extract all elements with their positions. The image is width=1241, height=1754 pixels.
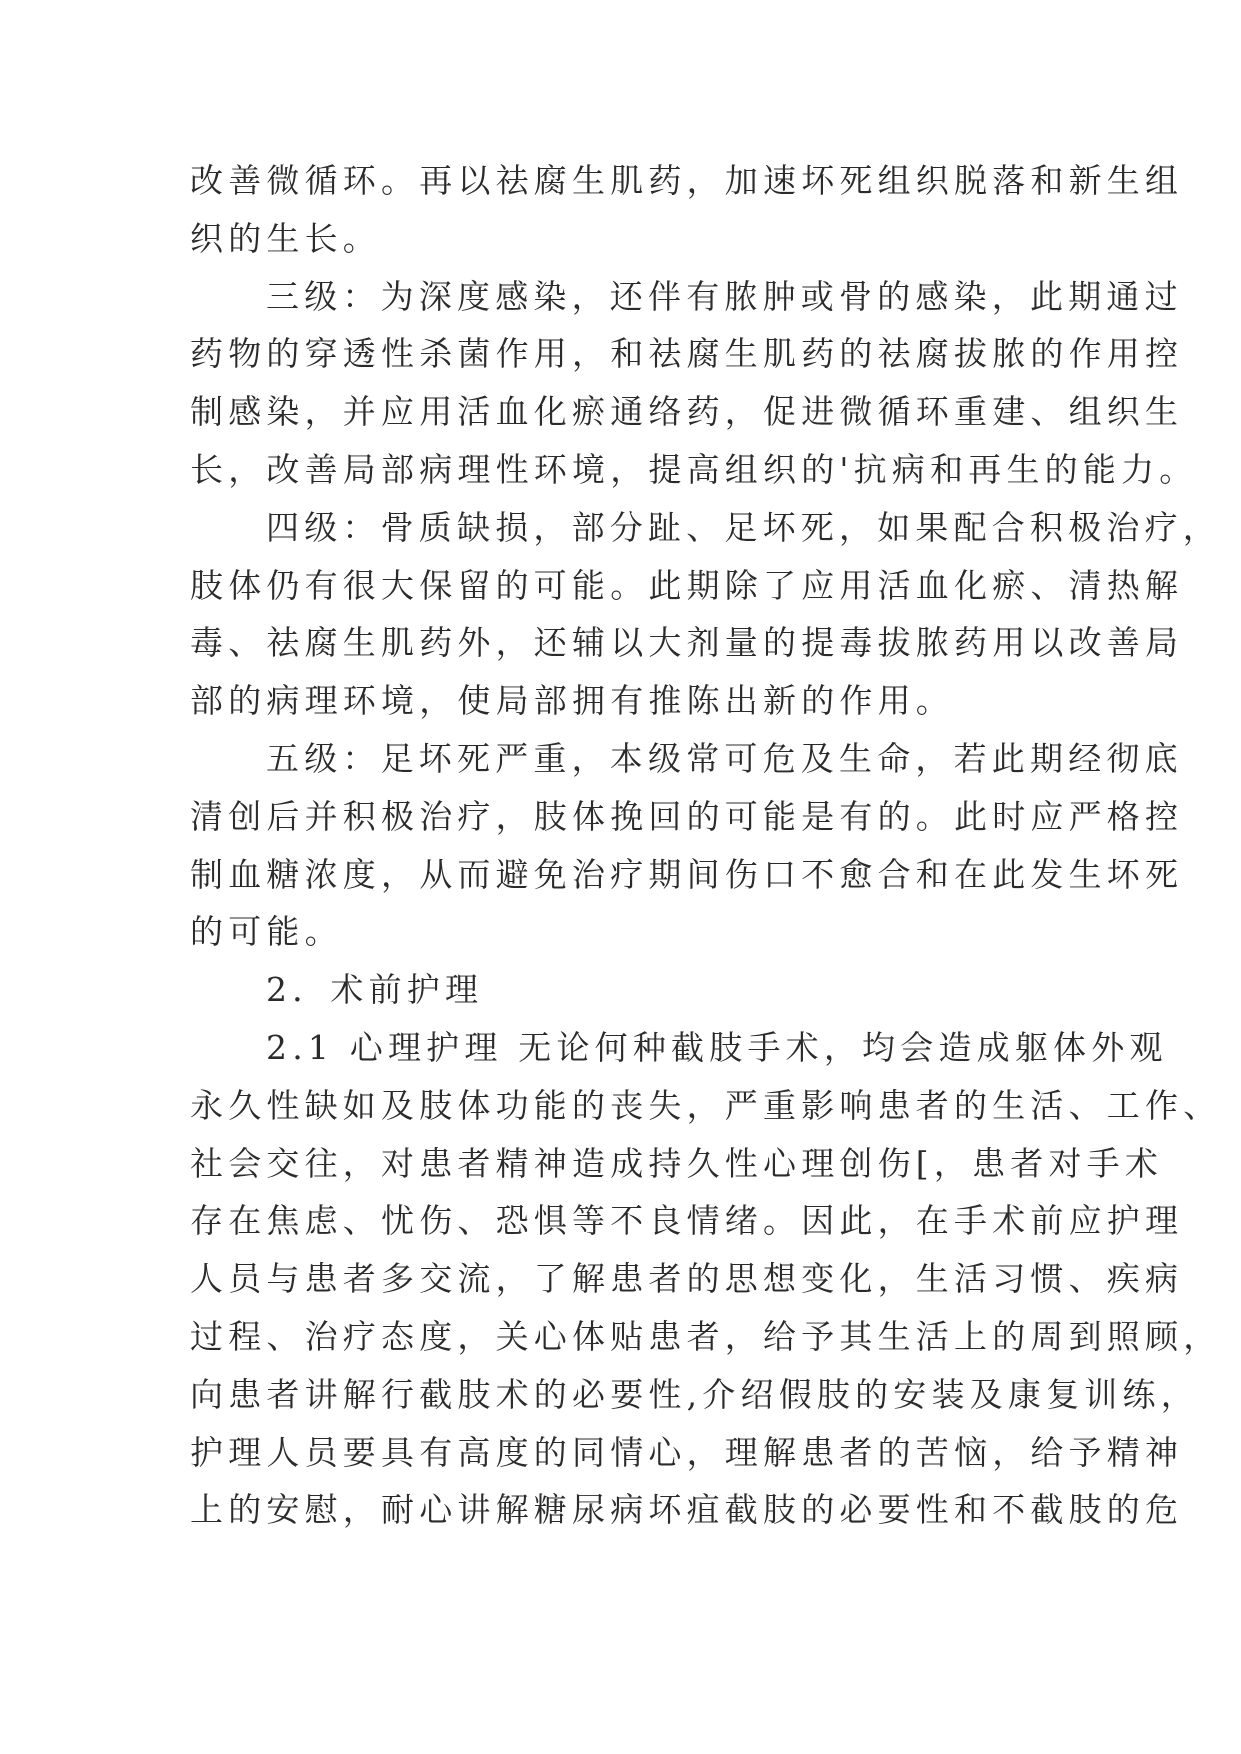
paragraph-first-line: 四级：骨质缺损，部分趾、足坏死，如果配合积极治疗， <box>266 507 1221 547</box>
text-line: 人员与患者多交流，了解患者的思想变化，生活习惯、疾病 <box>190 1259 1184 1299</box>
paragraph-first-line: 三级：为深度感染，还伴有脓肿或骨的感染，此期通过 <box>266 276 1183 316</box>
text-line: 长，改善局部病理性环境，提高组织的'抗病和再生的能力。 <box>190 449 1198 489</box>
text-line: 向患者讲解行截肢术的必要性,介绍假肢的安装及康复训练， <box>190 1374 1199 1414</box>
text-line: 毒、祛腐生肌药外，还辅以大剂量的提毒拔脓药用以改善局 <box>190 623 1184 663</box>
text-line: 的可能。 <box>190 912 343 952</box>
text-line: 清创后并积极治疗，肢体挽回的可能是有的。此时应严格控 <box>190 796 1184 836</box>
text-line: 制血糖浓度，从而避免治疗期间伤口不愈合和在此发生坏死 <box>190 854 1184 894</box>
text-line: 部的病理环境，使局部拥有推陈出新的作用。 <box>190 681 954 721</box>
text-line: 织的生长。 <box>190 218 381 258</box>
text-line: 改善微循环。再以祛腐生肌药，加速坏死组织脱落和新生组 <box>190 161 1184 200</box>
text-line: 永久性缺如及肢体功能的丧失，严重影响患者的生活、工作、 <box>190 1085 1222 1125</box>
section-heading: 2．术前护理 <box>266 970 484 1010</box>
text-line: 存在焦虑、忧伤、恐惧等不良情绪。因此，在手术前应护理 <box>190 1201 1184 1241</box>
text-line: 制感染，并应用活血化瘀通络药，促进微循环重建、组织生 <box>190 392 1184 432</box>
text-line: 护理人员要具有高度的同情心，理解患者的苦恼，给予精神 <box>190 1432 1184 1472</box>
text-line: 肢体仍有很大保留的可能。此期除了应用活血化瘀、清热解 <box>190 565 1184 605</box>
text-line: 过程、治疗态度，关心体贴患者，给予其生活上的周到照顾， <box>190 1316 1222 1356</box>
text-line: 上的安慰，耐心讲解糖尿病坏疽截肢的必要性和不截肢的危 <box>190 1490 1184 1530</box>
paragraph-first-line: 五级：足坏死严重，本级常可危及生命，若此期经彻底 <box>266 738 1183 778</box>
subsection-heading-line: 2.1 心理护理 无论何种截肢手术，均会造成躯体外观 <box>266 1027 1168 1067</box>
text-line: 社会交往，对患者精神造成持久性心理创伤[，患者对手术 <box>190 1143 1164 1183</box>
body-text <box>190 152 1222 1539</box>
text-line: 药物的穿透性杀菌作用，和祛腐生肌药的祛腐拔脓的作用控 <box>190 334 1184 374</box>
